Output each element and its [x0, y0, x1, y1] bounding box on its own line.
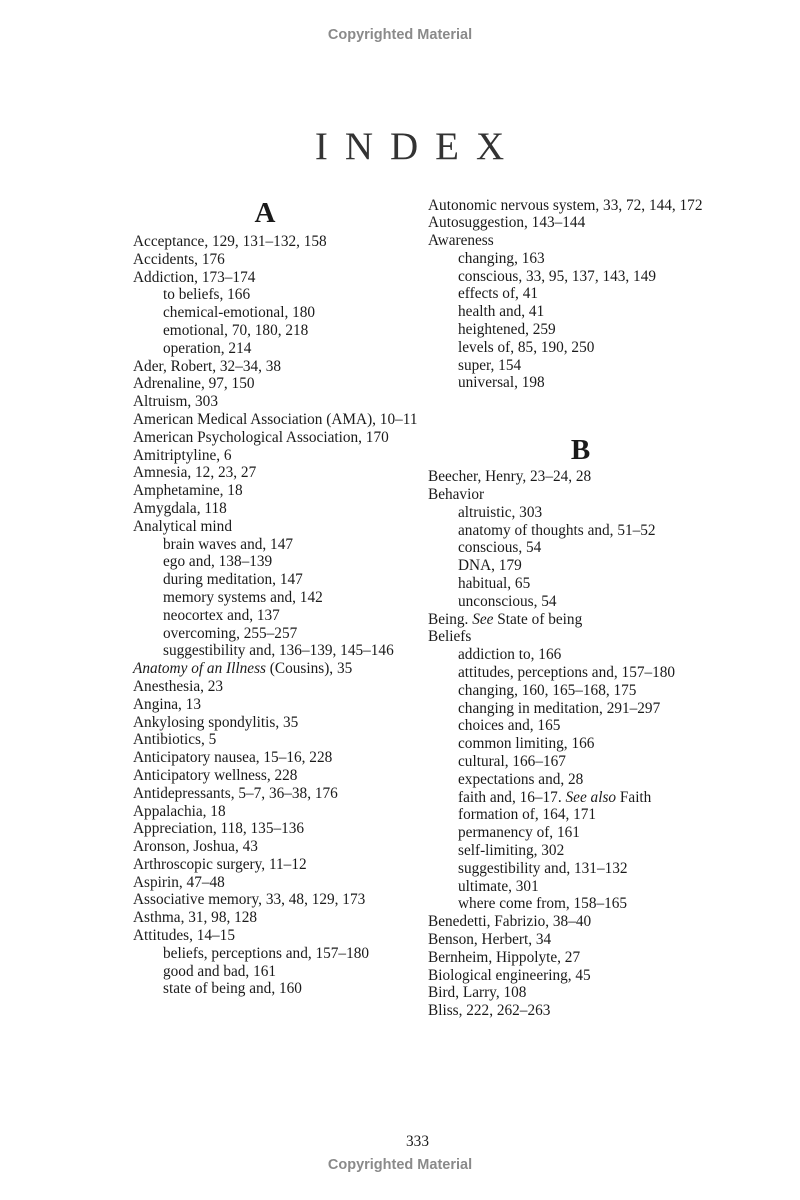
index-entry: Ankylosing spondylitis, 35 — [133, 713, 299, 731]
index-subentry: effects of, 41 — [458, 285, 538, 303]
section-letter-a: A — [254, 197, 276, 229]
index-entry: Amnesia, 12, 23, 27 — [133, 464, 257, 482]
index-entry: Antibiotics, 5 — [133, 731, 217, 749]
index-subentry: beliefs, perceptions and, 157–180 — [163, 944, 370, 962]
index-entry: Awareness — [428, 232, 494, 250]
index-entry: Acceptance, 129, 131–132, 158 — [133, 233, 327, 250]
entries-b — [428, 468, 728, 1020]
index-entry: Anatomy of an Illness (Cousins), 35 — [133, 660, 353, 678]
index-entry: Anticipatory wellness, 228 — [133, 766, 298, 784]
index-subentry: during meditation, 147 — [163, 571, 303, 589]
index-subentry: addiction to, 166 — [458, 646, 562, 664]
index-subentry: neocortex and, 137 — [163, 606, 280, 624]
index-entry: Autonomic nervous system, 33, 72, 144, 172 — [428, 196, 703, 214]
index-entry: Asthma, 31, 98, 128 — [133, 909, 258, 927]
index-subentry: heightened, 259 — [458, 321, 556, 339]
index-entry: Associative memory, 33, 48, 129, 173 — [133, 891, 366, 909]
index-subentry: changing in meditation, 291–297 — [458, 699, 661, 717]
index-subentry: overcoming, 255–257 — [163, 624, 298, 642]
index-entry: Aronson, Joshua, 43 — [133, 838, 258, 856]
index-subentry: habitual, 65 — [458, 575, 531, 593]
index-entry: Addiction, 173–174 — [133, 268, 256, 286]
index-subentry: chemical-emotional, 180 — [163, 304, 316, 322]
index-subentry: cultural, 166–167 — [458, 753, 566, 771]
index-subentry: conscious, 54 — [458, 539, 542, 557]
page-number: 333 — [406, 1133, 429, 1150]
index-subentry: suggestibility and, 136–139, 145–146 — [163, 642, 394, 660]
index-subentry: self-limiting, 302 — [458, 842, 565, 859]
index-entry: Being. See State of being — [428, 610, 583, 628]
index-subentry: permanency of, 161 — [458, 824, 580, 842]
copyright-banner-top: Copyrighted Material — [327, 27, 473, 43]
entries-a — [133, 233, 433, 998]
index-subentry: emotional, 70, 180, 218 — [163, 321, 309, 339]
index-subentry: anatomy of thoughts and, 51–52 — [458, 521, 656, 539]
index-entry: Bird, Larry, 108 — [428, 984, 527, 1002]
index-title: INDEX — [314, 125, 522, 168]
index-entry: Behavior — [428, 486, 485, 504]
index-column-right — [428, 197, 728, 1020]
index-entry: American Medical Association (AMA), 10–11 — [133, 410, 418, 428]
index-subentry: formation of, 164, 171 — [458, 806, 597, 824]
copyright-banner-bottom: Copyrighted Material — [327, 1157, 473, 1173]
index-subentry: expectations and, 28 — [458, 770, 584, 788]
index-subentry: where come from, 158–165 — [458, 895, 628, 913]
index-subentry: levels of, 85, 190, 250 — [458, 338, 595, 356]
index-subentry: faith and, 16–17. See also Faith — [458, 788, 652, 806]
index-entry: Ader, Robert, 32–34, 38 — [133, 357, 282, 375]
index-subentry: memory systems and, 142 — [163, 588, 323, 606]
entries-a-continued — [428, 197, 728, 393]
index-entry: Arthroscopic surgery, 11–12 — [133, 855, 307, 873]
index-entry: Appreciation, 118, 135–136 — [133, 820, 305, 838]
index-entry: Accidents, 176 — [133, 250, 225, 268]
index-subentry: operation, 214 — [163, 339, 252, 357]
index-subentry: ego and, 138–139 — [163, 553, 273, 571]
index-entry: Attitudes, 14–15 — [133, 927, 235, 945]
index-entry: Aspirin, 47–48 — [133, 873, 225, 891]
index-subentry: attitudes, perceptions and, 157–180 — [458, 664, 676, 682]
index-subentry: brain waves and, 147 — [163, 535, 293, 553]
index-subentry: common limiting, 166 — [458, 735, 595, 753]
index-entry: Bernheim, Hippolyte, 27 — [428, 948, 581, 966]
index-subentry: choices and, 165 — [458, 717, 561, 735]
index-entry: Adrenaline, 97, 150 — [133, 375, 255, 393]
index-subentry: changing, 160, 165–168, 175 — [458, 681, 637, 699]
index-entry: Analytical mind — [133, 517, 232, 535]
section-letter-b: B — [570, 434, 591, 467]
index-entry: Amygdala, 118 — [133, 499, 227, 517]
index-subentry: altruistic, 303 — [458, 503, 543, 521]
index-subentry: health and, 41 — [458, 303, 545, 321]
index-entry: Altruism, 303 — [133, 393, 218, 411]
index-subentry: suggestibility and, 131–132 — [458, 859, 628, 877]
index-subentry: ultimate, 301 — [458, 877, 539, 895]
index-subentry: universal, 198 — [458, 374, 545, 392]
index-subentry: changing, 163 — [458, 249, 545, 267]
index-subentry: to beliefs, 166 — [163, 286, 251, 304]
index-entry: Benedetti, Fabrizio, 38–40 — [428, 913, 592, 931]
index-entry: Anesthesia, 23 — [133, 677, 224, 695]
index-entry: Angina, 13 — [133, 695, 201, 713]
index-column-left — [133, 195, 433, 998]
index-subentry: state of being and, 160 — [163, 980, 302, 998]
index-entry: Autosuggestion, 143–144 — [428, 214, 586, 232]
index-entry: Antidepressants, 5–7, 36–38, 176 — [133, 784, 338, 802]
index-entry: Amphetamine, 18 — [133, 482, 243, 500]
index-entry: Appalachia, 18 — [133, 802, 226, 820]
index-subentry: DNA, 179 — [458, 557, 522, 575]
index-entry: Beliefs — [428, 628, 472, 646]
index-entry: Beecher, Henry, 23–24, 28 — [428, 468, 592, 486]
index-subentry: super, 154 — [458, 356, 522, 374]
index-entry: American Psychological Association, 170 — [133, 428, 389, 446]
index-subentry: unconscious, 54 — [458, 592, 557, 610]
index-subentry: good and bad, 161 — [163, 962, 277, 980]
index-subentry: conscious, 33, 95, 137, 143, 149 — [458, 267, 657, 285]
index-entry: Biological engineering, 45 — [428, 966, 591, 984]
index-entry: Bliss, 222, 262–263 — [428, 1002, 551, 1020]
index-entry: Benson, Herbert, 34 — [428, 930, 552, 948]
index-entry: Anticipatory nausea, 15–16, 228 — [133, 749, 333, 767]
index-entry: Amitriptyline, 6 — [133, 446, 232, 464]
